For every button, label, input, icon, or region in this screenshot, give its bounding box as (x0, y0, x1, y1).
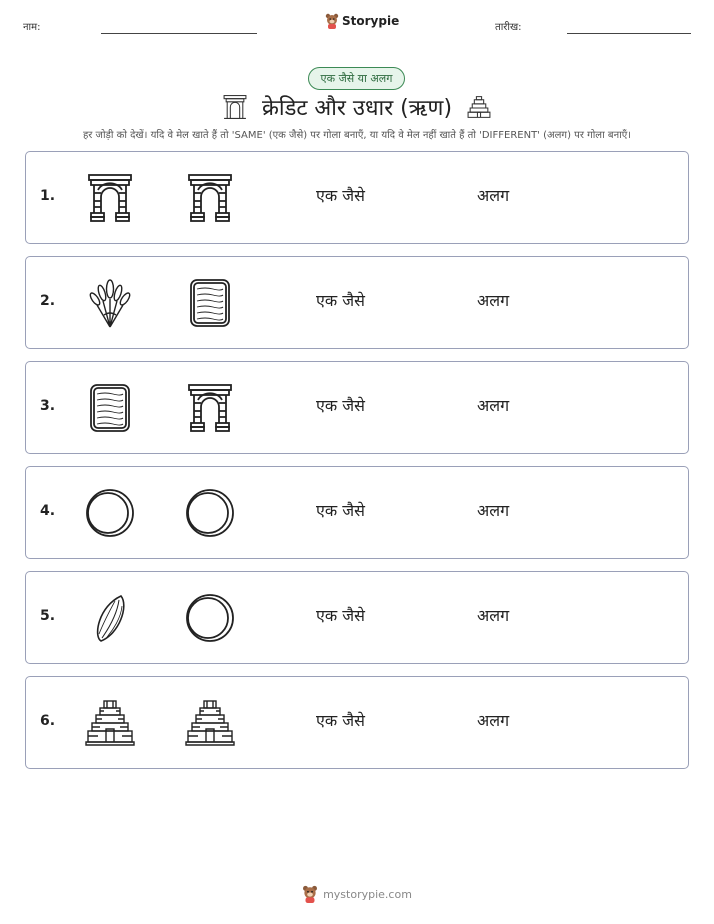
date-label: तारीख: (495, 22, 522, 33)
footer-url: mystorypie.com (323, 887, 412, 901)
pair-row-4 (25, 466, 689, 559)
row-number: 2. (40, 293, 56, 309)
row-number: 3. (40, 398, 56, 414)
instructions: हर जोड़ी को देखें। यदि वे मेल खाते हैं तो 'SAME' (एक जैसे) पर गोला बनाएँ, या यदि वे मेल नहीं खाते हैं तो 'DIFFERENT' (अलग) पर गोला बनाएँ। (82, 130, 632, 141)
pyramid-icon (185, 697, 235, 749)
different-option[interactable]: अलग (477, 501, 510, 520)
arch-icon (222, 93, 248, 121)
different-option[interactable]: अलग (477, 396, 510, 415)
arch-icon (185, 172, 235, 224)
wheat-icon (85, 277, 135, 329)
row-number: 1. (40, 188, 56, 204)
row-number: 5. (40, 608, 56, 624)
same-option[interactable]: एक जैसे (316, 606, 365, 625)
bear-logo-icon (325, 13, 339, 29)
pair-row-5 (25, 571, 689, 664)
pyramid-icon (85, 697, 135, 749)
pair-row-1 (25, 151, 689, 244)
name-label: नाम: (23, 22, 41, 33)
different-option[interactable]: अलग (477, 291, 510, 310)
coin-icon (185, 592, 235, 644)
same-option[interactable]: एक जैसे (316, 186, 365, 205)
same-option[interactable]: एक जैसे (316, 501, 365, 520)
same-option[interactable]: एक जैसे (316, 291, 365, 310)
same-option[interactable]: एक जैसे (316, 396, 365, 415)
bear-logo-icon (302, 885, 318, 903)
pair-row-2 (25, 256, 689, 349)
same-option[interactable]: एक जैसे (316, 711, 365, 730)
row-number: 6. (40, 713, 56, 729)
arch-icon (185, 382, 235, 434)
pyramid-icon (466, 93, 492, 121)
activity-type-badge: एक जैसे या अलग (308, 67, 405, 90)
page-title: क्रेडिट और उधार (ऋण) (261, 96, 453, 121)
name-line[interactable] (101, 33, 257, 34)
arch-icon (85, 172, 135, 224)
cacao-bean-icon (85, 592, 135, 644)
clay-tablet-icon (185, 277, 235, 329)
date-line[interactable] (567, 33, 691, 34)
different-option[interactable]: अलग (477, 186, 510, 205)
clay-tablet-icon (85, 382, 135, 434)
coin-icon (85, 487, 135, 539)
pair-row-3 (25, 361, 689, 454)
pair-row-6 (25, 676, 689, 769)
title-row (0, 90, 714, 124)
logo-text: Storypie (342, 14, 400, 28)
row-number: 4. (40, 503, 56, 519)
different-option[interactable]: अलग (477, 711, 510, 730)
coin-icon (185, 487, 235, 539)
footer (0, 885, 714, 903)
storypie-logo (325, 13, 399, 29)
different-option[interactable]: अलग (477, 606, 510, 625)
